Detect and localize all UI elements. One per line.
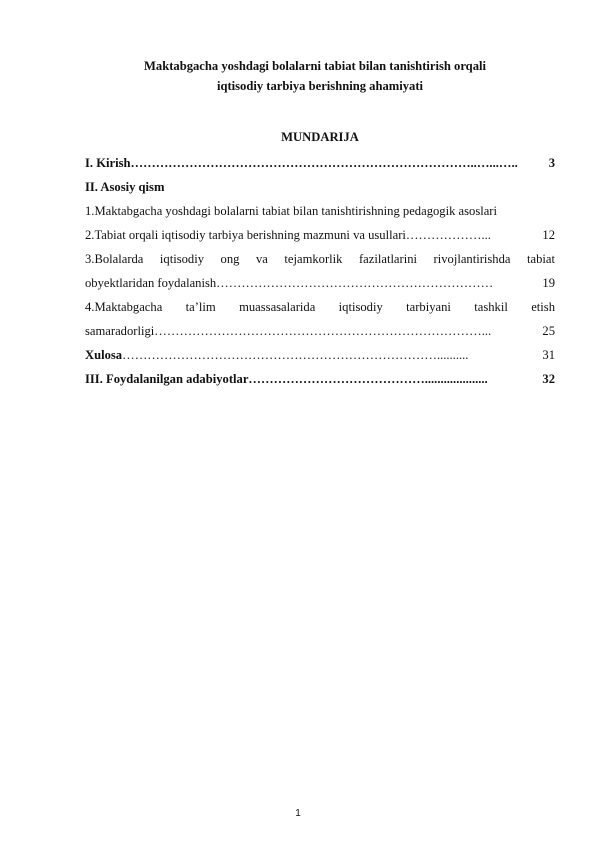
toc-entry-item-4-line-1: 4.Maktabgacha ta’lim muassasalarida iqtisodiy tarbiyani tashkil etish — [85, 300, 555, 314]
toc-entry-item-2-page: 12 — [542, 228, 555, 242]
toc-leader-dots: …………………………………….................... — [248, 372, 488, 386]
toc-heading: MUNDARIJA — [281, 130, 359, 144]
toc-entry-intro-page: 3 — [548, 156, 555, 170]
toc-entry-intro-label: I. Kirish — [85, 156, 131, 170]
toc-entry-references-label: III. Foydalanilgan adabiyotlar — [85, 372, 249, 386]
toc-entry-item-3-label: obyektlaridan foydalanish — [85, 276, 217, 290]
toc-entry-item-3-line-1: 3.Bolalarda iqtisodiy ong va tejamkorlik fazilatlarini rivojlantirishda tabiat — [85, 252, 555, 266]
toc-entry-item-4-line-2 — [85, 323, 555, 339]
toc-entry-item-2-label: 2.Tabiat orqali iqtisodiy tarbiya berishning mazmuni va usullari — [85, 228, 406, 242]
toc-entry-conclusion — [85, 347, 555, 363]
toc-entry-intro — [85, 155, 555, 171]
toc-leader-dots: ………………………………………………………………….......... — [122, 348, 469, 362]
toc-entry-conclusion-label: Xulosa — [85, 348, 123, 362]
document-title-line-1: Maktabgacha yoshdagi bolalarni tabiat bilan tanishtirish orqali — [144, 59, 486, 73]
toc-leader-dots: ………………………………………………………… — [216, 276, 494, 290]
toc-entry-main: II. Asosiy qism — [85, 180, 165, 194]
toc-entry-item-1: 1.Maktabgacha yoshdagi bolalarni tabiat bilan tanishtirishning pedagogik asoslari — [85, 204, 497, 218]
toc-leader-dots: ………………………………………………………………………..…...….. — [130, 156, 518, 170]
toc-entry-conclusion-page: 31 — [542, 348, 555, 362]
toc-leader-dots: ………………... — [405, 228, 491, 242]
toc-entry-item-3-page: 19 — [542, 276, 555, 290]
toc-entry-item-4-label: samaradorligi — [85, 324, 155, 338]
toc-entry-item-3-line-2 — [85, 275, 555, 291]
toc-entry-references — [85, 371, 555, 387]
document-title-line-2: iqtisodiy tarbiya berishning ahamiyati — [216, 79, 424, 93]
toc-leader-dots: ……………………………………………………………………... — [154, 324, 492, 338]
toc-entry-references-page: 32 — [542, 372, 555, 386]
toc-entry-item-4-page: 25 — [542, 324, 555, 338]
page-number: 1 — [295, 808, 301, 819]
toc-entry-item-2 — [85, 227, 555, 243]
